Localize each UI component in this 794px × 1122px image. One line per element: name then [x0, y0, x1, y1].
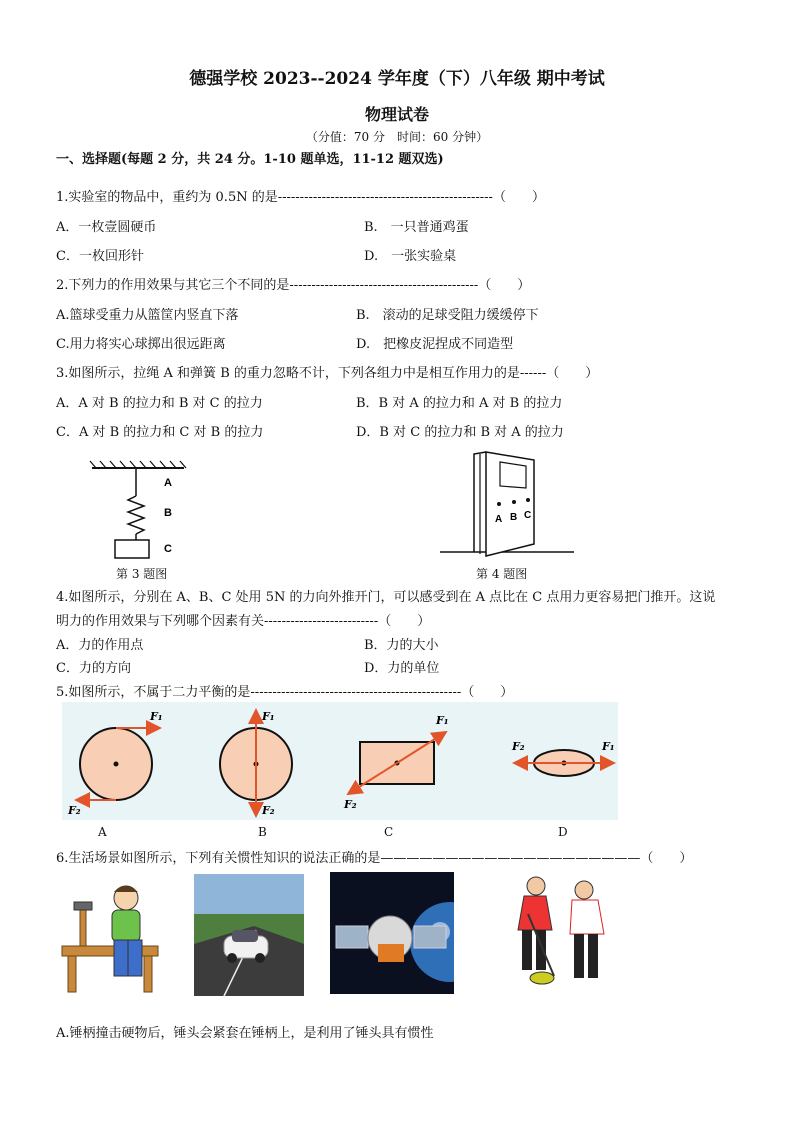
q2-option-c: C.用力将实心球掷出很远距离: [56, 337, 226, 352]
q4-option-c: C．力的方向: [56, 661, 131, 676]
q5-label-d: D: [558, 825, 568, 839]
q3-option-b: B．B 对 A 的拉力和 A 对 B 的拉力: [356, 396, 563, 411]
q3-caption: 第 3 题图: [116, 567, 168, 581]
q3-option-d: D．B 对 C 的拉力和 B 对 A 的拉力: [356, 425, 564, 440]
q2-option-b: B. 滚动的足球受阻力缓缓停下: [356, 308, 539, 323]
q6-stem: 6.生活场景如图所示，下列有关惯性知识的说法正确的是————————————————————（ ）: [56, 851, 693, 866]
q1-option-b: B. 一只普通鸡蛋: [364, 220, 469, 235]
q5-stem: 5.如图所示，不属于二力平衡的是------------------------------------------------（ ）: [56, 685, 514, 700]
q6-hammer-image: [54, 876, 166, 996]
q2-option-d: D. 把橡皮泥捏成不同造型: [356, 337, 514, 352]
q4-label-a: A: [495, 514, 503, 525]
q4-option-d: D．力的单位: [364, 661, 440, 676]
q6-satellite-image: [330, 872, 454, 994]
q5-c-f2: F₂: [344, 798, 357, 811]
q4-door-figure: [438, 448, 578, 560]
q3-label-c: C: [164, 543, 172, 555]
q4-label-b: B: [510, 512, 518, 523]
q4-caption: 第 4 题图: [476, 567, 528, 581]
q3-spring-figure: [88, 458, 198, 562]
q4-option-a: A．力的作用点: [56, 638, 144, 653]
q5-forces-figure: [62, 702, 618, 820]
q2-stem: 2.下列力的作用效果与其它三个不同的是-------------------------------------------（ ）: [56, 278, 531, 293]
q1-option-d: D. 一张实验桌: [364, 249, 457, 264]
q3-label-a: A: [164, 477, 172, 489]
q5-d-f1: F₁: [602, 740, 615, 753]
q5-label-a: A: [98, 825, 107, 839]
exam-meta: （分值：70 分 时间：60 分钟）: [305, 130, 489, 144]
exam-subject: 物理试卷: [364, 105, 429, 124]
q4-stem-line1: 4.如图所示，分别在 A、B、C 处用 5N 的力向外推开门，可以感受到在 A 点比在 C 点用力更容易把门推开。这说: [56, 590, 716, 605]
q1-option-c: C．一枚回形针: [56, 249, 144, 264]
q5-label-c: C: [384, 825, 394, 839]
q5-a-f2: F₂: [68, 804, 81, 817]
q6-car-image: [194, 874, 304, 996]
q5-b-f2: F₂: [262, 804, 275, 817]
q6-curling-image: [488, 874, 620, 988]
section-heading: 一、选择题(每题 2 分，共 24 分。1-10 题单选，11-12 题双选): [56, 152, 444, 167]
q1-stem: 1.实验室的物品中，重约为 0.5N 的是-------------------------------------------------（ ）: [56, 190, 545, 205]
q6-option-a: A.锤柄撞击硬物后，锤头会紧套在锤柄上，是利用了锤头具有惯性: [56, 1026, 434, 1041]
q3-label-b: B: [164, 507, 172, 519]
q1-option-a: A．一枚壹圆硬币: [56, 220, 157, 235]
q5-b-f1: F₁: [262, 710, 275, 723]
q4-label-c: C: [524, 510, 532, 521]
q3-stem: 3.如图所示，拉绳 A 和弹簧 B 的重力忽略不计，下列各组力中是相互作用力的是------（ ）: [56, 366, 599, 381]
q5-d-f2: F₂: [512, 740, 525, 753]
q4-stem-line2: 明力的作用效果与下列哪个因素有关--------------------------（ ）: [56, 614, 431, 629]
q5-label-b: B: [258, 825, 267, 839]
q4-option-b: B．力的大小: [364, 638, 439, 653]
exam-title: 德强学校 2023--2024 学年度（下）八年级 期中考试: [189, 69, 605, 89]
q3-option-c: C．A 对 B 的拉力和 C 对 B 的拉力: [56, 425, 264, 440]
q5-c-f1: F₁: [436, 714, 449, 727]
q3-option-a: A．A 对 B 的拉力和 B 对 C 的拉力: [56, 396, 263, 411]
q2-option-a: A.篮球受重力从篮筐内竖直下落: [56, 308, 239, 323]
q5-a-f1: F₁: [150, 710, 163, 723]
